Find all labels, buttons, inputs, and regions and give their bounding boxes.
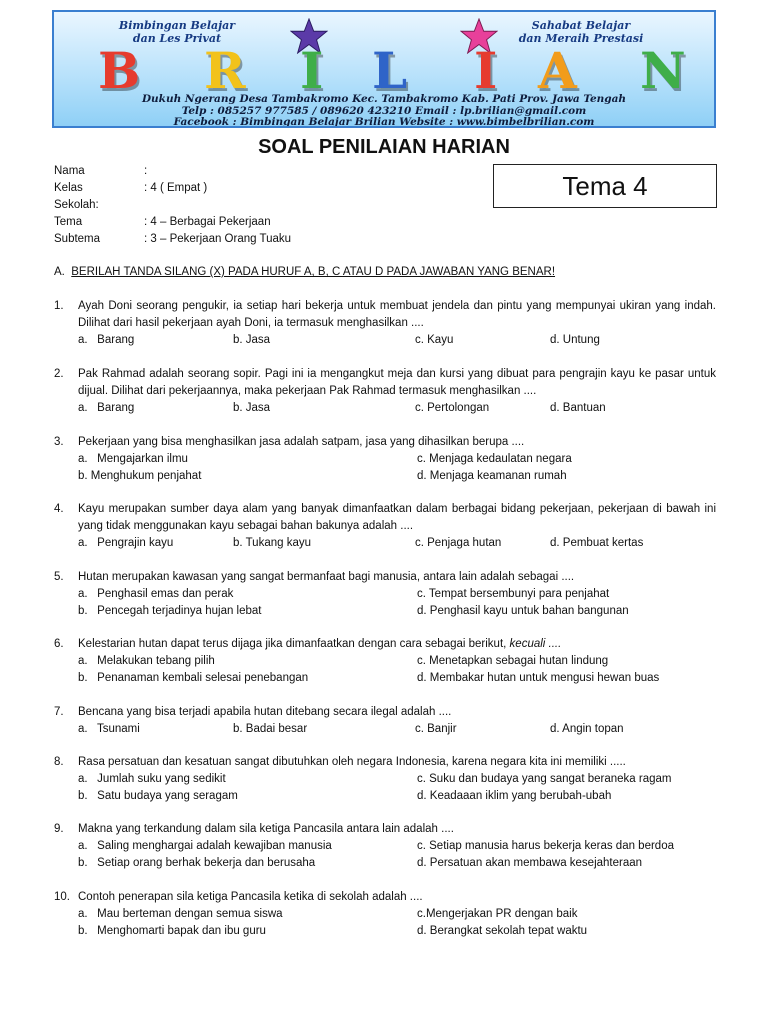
question-text-main: Makna yang terkandung dalam sila ketiga Pancasila antara lain adalah ....: [78, 823, 454, 835]
question-stem: [54, 298, 716, 332]
question-number: 10.: [54, 891, 70, 903]
answer-option[interactable]: d. Penghasil kayu untuk bahan bangunan: [417, 605, 629, 617]
question-item: [54, 821, 716, 872]
answer-option[interactable]: c.Mengerjakan PR dengan baik: [417, 908, 578, 920]
answer-option[interactable]: a. Penghasil emas dan perak: [78, 588, 234, 600]
header-banner: [52, 10, 716, 128]
question-stem: [54, 501, 716, 535]
answer-options: [78, 906, 716, 940]
question-item: [54, 434, 716, 485]
question-text: [78, 636, 716, 653]
student-info: [54, 163, 484, 248]
answer-option[interactable]: b. Satu budaya yang seragam: [78, 790, 238, 802]
instruction-letter: A.: [54, 266, 65, 278]
question-number: 9.: [54, 823, 64, 835]
answer-option[interactable]: c. Tempat bersembunyi para penjahat: [417, 588, 610, 600]
info-row: Nama :: [54, 165, 148, 177]
answer-option[interactable]: a. Barang: [78, 402, 135, 414]
brand-letter: I: [300, 41, 324, 100]
question-item: [54, 636, 716, 687]
answer-option[interactable]: d. Membakar hutan untuk mengusi hewan buas: [417, 672, 660, 684]
answer-option[interactable]: c. Menetapkan sebagai hutan lindung: [417, 655, 609, 667]
banner-tagline-left: Bimbingan Belajar dan Les Privat: [118, 19, 236, 45]
question-text-main: Kelestarian hutan dapat terus dijaga jika dimanfaatkan dengan cara sebagai berikut,: [78, 638, 507, 650]
brand-letter: L: [372, 41, 408, 100]
question-item: [54, 889, 716, 940]
question-text-main: Pak Rahmad adalah seorang sopir. Pagi ini ia mengangkut meja dan kursi yang dibuat para pengrajin kayu ke pasar untuk dijual. Dilihat dari pekerjaannya, maka pekerjaan Pak Rahmad termasuk menghasilkan ....: [78, 368, 716, 397]
question-text: [78, 754, 716, 771]
answer-options: [78, 332, 716, 349]
answer-option[interactable]: c. Pertolongan: [415, 402, 490, 414]
question-stem: [54, 821, 716, 838]
question-stem: [54, 754, 716, 771]
answer-options: [78, 400, 716, 417]
question-text: [78, 501, 716, 535]
answer-option[interactable]: d. Menjaga keamanan rumah: [417, 470, 567, 482]
question-text: [78, 298, 716, 332]
question-number: 6.: [54, 638, 64, 650]
answer-option[interactable]: b. Penanaman kembali selesai penebangan: [78, 672, 309, 684]
question-text: [78, 889, 716, 906]
question-text-main: Kayu merupakan sumber daya alam yang banyak dimanfaatkan dalam berbagai bidang pekerjaan, pekerjaan di bawah ini yang tidak menggunakan kayu sebagai bahan bakunya adalah ....: [78, 503, 716, 532]
answer-option[interactable]: b. Badai besar: [233, 723, 308, 735]
question-item: [54, 569, 716, 620]
brand-letter: R: [204, 41, 246, 100]
answer-option[interactable]: c. Menjaga kedaulatan negara: [417, 453, 572, 465]
question-text-italic: kecuali ....: [509, 638, 562, 650]
answer-options: [78, 451, 716, 485]
brand-letter: I: [474, 41, 498, 100]
question-number: 5.: [54, 571, 64, 583]
brand-letter: B: [98, 41, 141, 100]
answer-option[interactable]: b. Menghukum penjahat: [78, 470, 202, 482]
answer-option[interactable]: b. Pencegah terjadinya hujan lebat: [78, 605, 262, 617]
answer-option[interactable]: b. Jasa: [233, 334, 271, 346]
question-number: 3.: [54, 436, 64, 448]
answer-option[interactable]: d. Bantuan: [550, 402, 606, 414]
instruction-text: BERILAH TANDA SILANG (X) PADA HURUF A, B, C ATAU D PADA JAWABAN YANG BENAR!: [71, 266, 556, 278]
answer-option[interactable]: c. Suku dan budaya yang sangat beraneka ragam: [417, 773, 672, 785]
question-text: [78, 569, 716, 586]
question-stem: [54, 434, 716, 451]
answer-options: [78, 771, 716, 805]
question-text-main: Bencana yang bisa terjadi apabila hutan ditebang secara ilegal adalah ....: [78, 706, 452, 718]
info-row: Subtema : 3 – Pekerjaan Orang Tuaku: [54, 233, 292, 245]
answer-option[interactable]: c. Setiap manusia harus bekerja keras dan berdoa: [417, 840, 674, 852]
answer-option[interactable]: a. Saling menghargai adalah kewajiban manusia: [78, 840, 332, 852]
answer-options: [78, 653, 716, 687]
banner-tagline-right: Sahabat Belajar dan Meraih Prestasi: [518, 19, 644, 45]
instruction: [54, 265, 714, 279]
question-stem: [54, 366, 716, 400]
question-text: [78, 434, 716, 451]
answer-option[interactable]: b. Setiap orang berhak bekerja dan berusaha: [78, 857, 316, 869]
question-text-main: Rasa persatuan dan kesatuan sangat dibutuhkan oleh negara Indonesia, karena negara kita ini memiliki .....: [78, 756, 626, 768]
answer-option[interactable]: c. Penjaga hutan: [415, 537, 502, 549]
question-text-main: Ayah Doni seorang pengukir, ia setiap hari bekerja untuk membuat jendela dan pintu yang mempunyai ukiran yang indah. Dilihat dari hasil pekerjaan ayah Doni, ia termasuk menghasilkan ....: [78, 300, 716, 329]
question-item: [54, 366, 716, 417]
answer-option[interactable]: d. Persatuan akan membawa kesejahteraan: [417, 857, 643, 869]
answer-option[interactable]: d. Angin topan: [550, 723, 624, 735]
answer-option[interactable]: a. Tsunami: [78, 723, 140, 735]
question-text: [78, 366, 716, 400]
answer-option[interactable]: c. Banjir: [415, 723, 457, 735]
question-text: [78, 704, 716, 721]
answer-option[interactable]: d. Pembuat kertas: [550, 537, 644, 549]
answer-option[interactable]: a. Mau berteman dengan semua siswa: [78, 908, 283, 920]
answer-option[interactable]: d. Keadaaan iklim yang berubah-ubah: [417, 790, 612, 802]
answer-option[interactable]: a. Mengajarkan ilmu: [78, 453, 188, 465]
question-number: 7.: [54, 706, 64, 718]
answer-option[interactable]: d. Untung: [550, 334, 600, 346]
question-item: [54, 704, 716, 738]
answer-option[interactable]: a. Jumlah suku yang sedikit: [78, 773, 226, 785]
question-stem: [54, 569, 716, 586]
question-stem: [54, 636, 716, 653]
question-text: [78, 821, 716, 838]
question-number: 1.: [54, 300, 64, 312]
banner-contact: Dukuh Ngerang Desa Tambakromo Kec. Tambakromo Kab. Pati Prov. Jawa Tengah Telp : 085257 977585 / 089620 423210 Email : lp.brilian@gmail.com Facebook : Bimbingan Belajar Brilian Website : www.bimbelbrilian.com: [141, 93, 627, 128]
question-item: [54, 298, 716, 349]
question-number: 8.: [54, 756, 64, 768]
question-text-main: Hutan merupakan kawasan yang sangat bermanfaat bagi manusia, antara lain adalah sebagai ....: [78, 571, 575, 583]
answer-options: [78, 838, 716, 872]
info-row: Kelas : 4 ( Empat ): [54, 182, 208, 194]
brand-letter: N: [640, 41, 686, 100]
answer-option[interactable]: b. Tukang kayu: [233, 537, 311, 549]
answer-option[interactable]: b. Jasa: [233, 402, 271, 414]
answer-options: [78, 721, 716, 738]
question-number: 4.: [54, 503, 64, 515]
answer-options: [78, 586, 716, 620]
brand-letter: A: [538, 41, 577, 100]
answer-options: [78, 535, 716, 552]
question-text-main: Contoh penerapan sila ketiga Pancasila ketika di sekolah adalah ....: [78, 891, 423, 903]
answer-option[interactable]: a. Melakukan tebang pilih: [78, 655, 215, 667]
answer-option[interactable]: b. Menghomarti bapak dan ibu guru: [78, 925, 266, 937]
answer-option[interactable]: c. Kayu: [415, 334, 454, 346]
tema-box: Tema 4: [493, 164, 717, 208]
page-title: SOAL PENILAIAN HARIAN: [258, 136, 510, 158]
question-item: [54, 754, 716, 805]
question-text-main: Pekerjaan yang bisa menghasilkan jasa adalah satpam, jasa yang dihasilkan berupa ....: [78, 436, 525, 448]
question-stem: [54, 704, 716, 721]
question-number: 2.: [54, 368, 64, 380]
answer-option[interactable]: a. Barang: [78, 334, 135, 346]
brand-logo: [54, 42, 714, 100]
question-stem: [54, 889, 716, 906]
info-row: Sekolah:: [54, 199, 99, 211]
answer-option[interactable]: a. Pengrajin kayu: [78, 537, 174, 549]
answer-option[interactable]: d. Berangkat sekolah tepat waktu: [417, 925, 588, 937]
info-row: Tema : 4 – Berbagai Pekerjaan: [54, 216, 271, 228]
question-item: [54, 501, 716, 552]
